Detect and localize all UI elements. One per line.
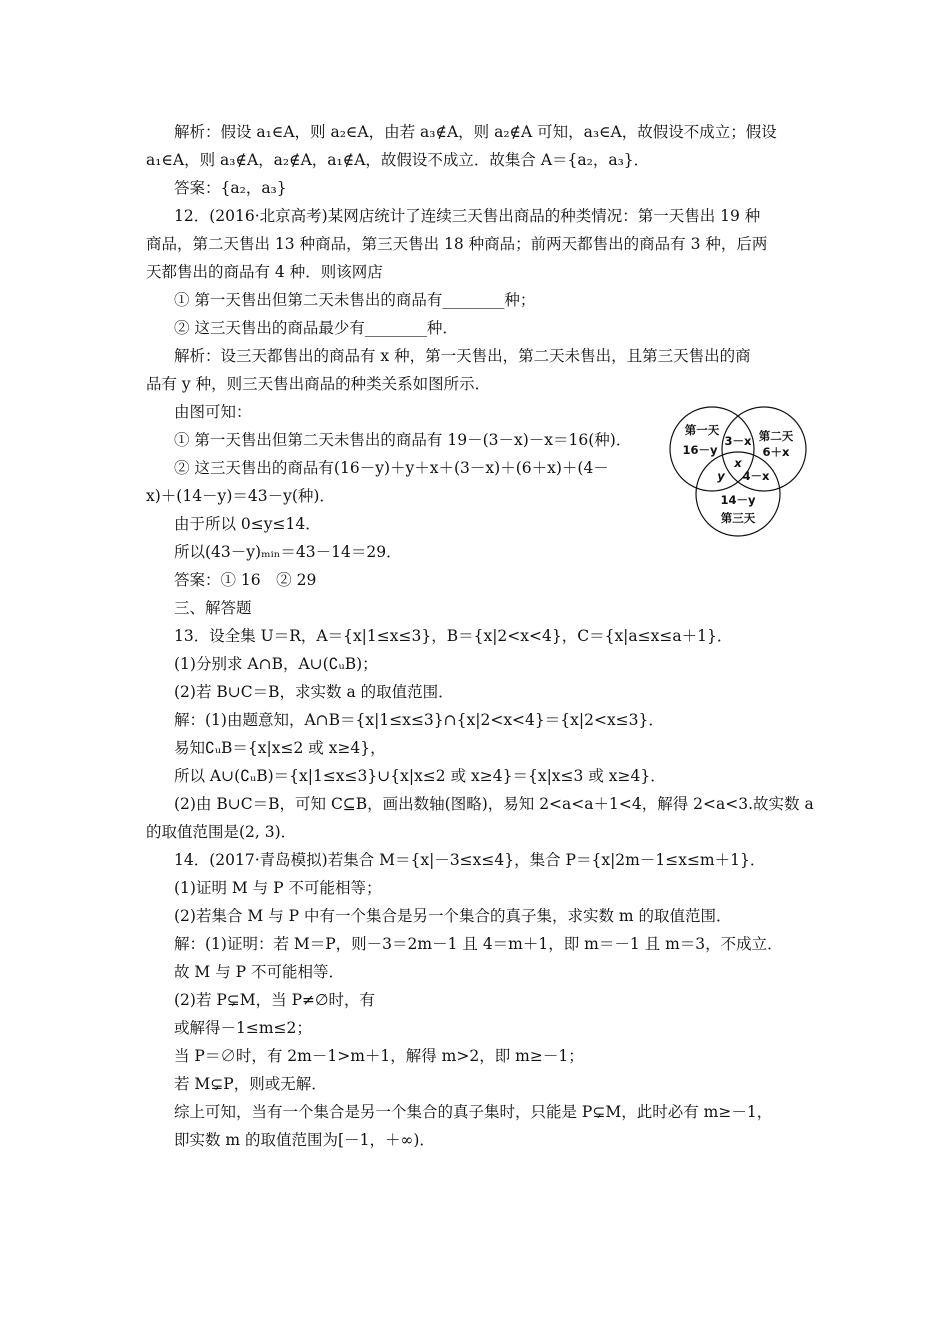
text-line-2: a₁∈A，则 a₃∉A，a₂∉A，a₁∉A，故假设不成立．故集合 A＝{a₂，a₃}． — [146, 151, 650, 169]
text-line-4: 12．(2016·北京高考)某网店统计了连续三天售出商品的种类情况：第一天售出 19 种 — [174, 207, 761, 225]
venn-day3-value: 14－y — [720, 493, 756, 507]
text-line-23: 易知∁ᵤB＝{x|x≤2 或 x≥4}， — [174, 739, 386, 757]
text-line-13: ② 这三天售出的商品有(16－y)＋y＋x＋(3－x)＋(6＋x)＋(4－ — [174, 459, 609, 477]
venn-day3-title: 第三天 — [720, 511, 756, 525]
text-line-27: 14．(2017·青岛模拟)若集合 M＝{x|－3≤x≤4}，集合 P＝{x|2m－1≤x≤m＋1}． — [174, 851, 766, 869]
text-line-15: 由于所以 0≤y≤14． — [174, 515, 321, 533]
venn-day2-value: 6＋x — [762, 445, 790, 459]
text-line-8: ② 这三天售出的商品最少有________种． — [174, 319, 458, 337]
text-line-24: 所以 A∪(∁ᵤB)＝{x|1≤x≤3}∪{x|x≤2 或 x≥4}＝{x|x≤3 或 x≥4}． — [174, 767, 666, 785]
venn-diagram — [668, 404, 808, 540]
venn-overlap-day1-day3: y — [717, 469, 725, 483]
venn-overlap-day1-day2: 3－x — [724, 434, 752, 448]
venn-overlap-day2-day3: 4－x — [742, 469, 770, 483]
text-line-29: (2)若集合 M 与 P 中有一个集合是另一个集合的真子集，求实数 m 的取值范围． — [174, 907, 732, 925]
text-line-28: (1)证明 M 与 P 不可能相等； — [174, 879, 382, 897]
text-line-36: 综上可知，当有一个集合是另一个集合的真子集时，只能是 P⊊M，此时必有 m≥－1， — [174, 1103, 773, 1121]
text-line-34: 当 P＝∅时，有 2m－1>m＋1，解得 m>2，即 m≥－1； — [174, 1047, 584, 1065]
text-line-11: 由图可知： — [174, 403, 252, 421]
text-line-21: (2)若 B∪C＝B，求实数 a 的取值范围． — [174, 683, 454, 701]
text-line-12: ① 第一天售出但第二天未售出的商品有 19－(3－x)－x＝16(种)． — [174, 431, 632, 449]
venn-day1-title: 第一天 — [684, 423, 720, 437]
text-line-18: 三、解答题 — [174, 599, 252, 617]
text-line-10: 品有 y 种，则三天售出商品的种类关系如图所示． — [146, 375, 491, 393]
text-line-25: (2)由 B∪C＝B，可知 C⊆B，画出数轴(图略)，易知 2<a<a＋1<4，解得 2<a<3.故实数 a — [174, 795, 814, 813]
text-line-33: 或解得－1≤m≤2； — [174, 1019, 312, 1037]
venn-day1-value: 16－y — [682, 443, 718, 457]
text-line-14: x)＋(14－y)＝43－y(种)． — [146, 487, 335, 505]
venn-day2-title: 第二天 — [758, 429, 794, 443]
text-line-17: 答案：① 16 ② 29 — [174, 571, 317, 589]
text-line-32: (2)若 P⊊M，当 P≠∅时，有 — [174, 991, 376, 1009]
text-line-5: 商品，第二天售出 13 种商品，第三天售出 18 种商品；前两天都售出的商品有 3 种，后两 — [146, 235, 768, 253]
text-line-6: 天都售出的商品有 4 种．则该网店 — [146, 263, 383, 281]
text-line-19: 13．设全集 U＝R，A＝{x|1≤x≤3}，B＝{x|2<x<4}，C＝{x|a≤x≤a＋1}． — [174, 627, 733, 645]
text-line-1: 解析：假设 a₁∈A，则 a₂∈A，由若 a₃∉A，则 a₂∉A 可知，a₃∈A，故假设不成立；假设 — [174, 123, 777, 141]
text-line-31: 故 M 与 P 不可能相等． — [174, 963, 345, 981]
text-line-22: 解：(1)由题意知，A∩B＝{x|1≤x≤3}∩{x|2<x<4}＝{x|2<x≤3}． — [174, 711, 664, 729]
text-line-26: 的取值范围是(2, 3)． — [146, 823, 297, 841]
venn-center: x — [734, 456, 742, 470]
text-line-30: 解：(1)证明：若 M＝P，则－3＝2m－1 且 4＝m＋1，即 m＝－1 且 m＝3，不成立． — [174, 935, 783, 953]
text-line-9: 解析：设三天都售出的商品有 x 种，第一天售出，第二天未售出，且第三天售出的商 — [174, 347, 751, 365]
text-line-3: 答案：{a₂，a₃} — [174, 179, 287, 197]
text-line-16: 所以(43－y)ₘᵢₙ＝43－14＝29． — [174, 543, 402, 561]
text-line-7: ① 第一天售出但第二天未售出的商品有________种； — [174, 291, 536, 309]
text-line-35: 若 M⊊P，则或无解． — [174, 1075, 327, 1093]
text-line-37: 即实数 m 的取值范围为[－1，＋∞)． — [174, 1131, 435, 1149]
text-line-20: (1)分别求 A∩B，A∪(∁ᵤB)； — [174, 655, 378, 673]
